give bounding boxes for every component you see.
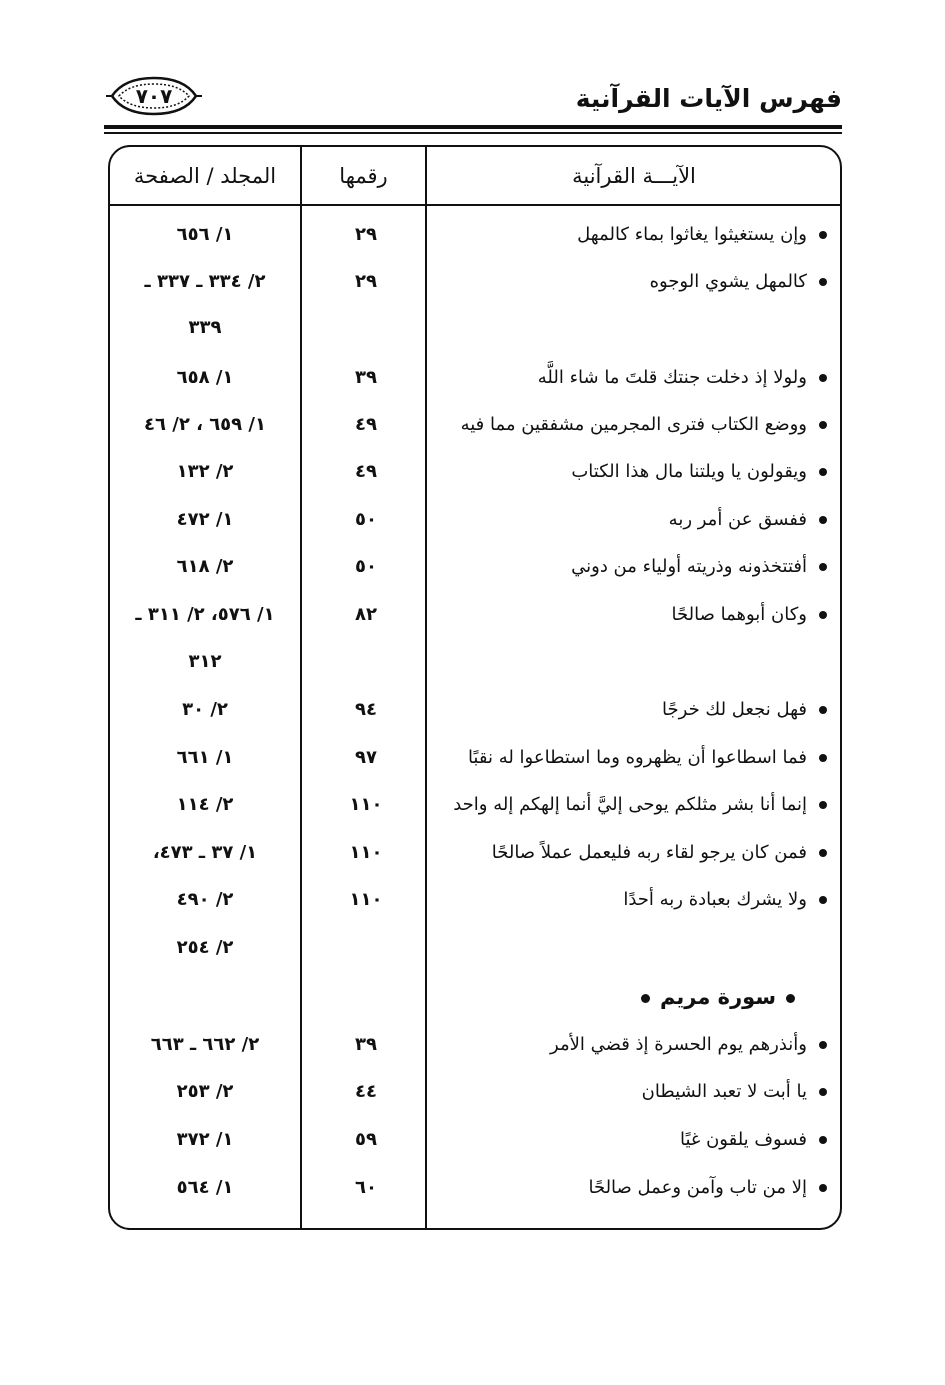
ref-cell: ١/ ٥٦٤: [176, 1177, 234, 1198]
verse-cell: وأنذرهم يوم الحسرة إذ قضي الأمر: [457, 1025, 827, 1065]
bullet-icon: [819, 801, 827, 809]
column-divider: [425, 145, 427, 1230]
column-header-volume-page: المجلد / الصفحة: [133, 164, 277, 188]
page-number: ٧٠٧: [135, 84, 173, 108]
number-cell: ٣٩: [355, 367, 377, 388]
number-cell: ٤٤: [355, 1081, 377, 1102]
ref-cell: ٢/ ٣٣٤ ـ ٣٣٧ ـ: [144, 271, 266, 292]
bullet-icon: [819, 421, 827, 429]
ref-cell: ٢/ ٣٠: [182, 699, 228, 720]
header-rule-thick: [104, 125, 842, 129]
bullet-icon: [819, 1088, 827, 1096]
verse-cell: ففسق عن أمر ربه: [457, 500, 827, 540]
number-cell: ٣٩: [355, 1034, 377, 1055]
bullet-icon: [819, 231, 827, 239]
number-cell: ٤٩: [355, 461, 377, 482]
verse-cell: كالمهل يشوي الوجوه: [457, 262, 827, 302]
number-cell: ٩٧: [355, 747, 377, 768]
bullet-icon: [819, 754, 827, 762]
ref-cell: ١/ ٣٧ ـ ٤٧٣،: [152, 842, 258, 863]
bullet-icon: [819, 706, 827, 714]
bullet-icon: [819, 611, 827, 619]
number-cell: ٦٠: [355, 1177, 377, 1198]
bullet-icon: [819, 1184, 827, 1192]
header-rule-thin: [104, 132, 842, 134]
number-cell: ٥٠: [355, 509, 377, 530]
verse-cell: فهل نجعل لك خرجًا: [457, 690, 827, 730]
number-cell: ٥٠: [355, 556, 377, 577]
verse-cell: فمن كان يرجو لقاء ربه فليعمل عملاً صالحًا: [457, 833, 827, 873]
bullet-icon: [819, 278, 827, 286]
verse-cell: أفتتخذونه وذريته أولياء من دوني: [457, 547, 827, 587]
ref-cell: ٢/ ٤٩٠: [176, 889, 234, 910]
verse-cell: ووضع الكتاب فترى المجرمين مشفقين مما فيه: [457, 405, 827, 445]
number-cell: ٥٩: [355, 1129, 377, 1150]
ref-cell: ٣١٢: [188, 651, 222, 672]
ref-cell: ١/ ٤٧٢: [176, 509, 234, 530]
ref-cell: ١/ ٦٦١: [176, 747, 234, 768]
column-header-verse: الآيـــة القرآنية: [572, 164, 696, 188]
verse-cell: وإن يستغيثوا يغاثوا بماء كالمهل: [457, 215, 827, 255]
header-divider: [108, 204, 842, 206]
ref-cell: ١/ ٦٥٨: [176, 367, 234, 388]
ref-cell: ١/ ٦٥٦: [176, 224, 234, 245]
bullet-icon: [819, 896, 827, 904]
ref-cell: ٢/ ٦١٨: [176, 556, 234, 577]
bullet-icon: [819, 468, 827, 476]
page-title: فهرس الآيات القرآنية: [575, 84, 842, 113]
verse-cell: يا أبت لا تعبد الشيطان: [457, 1072, 827, 1112]
column-divider: [300, 145, 302, 1230]
verse-cell: ولا يشرك بعبادة ربه أحدًا: [457, 880, 827, 920]
page-header: [100, 72, 842, 132]
bullet-icon: [819, 374, 827, 382]
verse-cell: إلا من تاب وآمن وعمل صالحًا: [457, 1168, 827, 1208]
number-cell: ١١٠: [349, 889, 383, 910]
bullet-icon: [786, 994, 795, 1003]
surah-heading: سورة مريم: [565, 977, 805, 1017]
page-number-badge: [104, 76, 204, 116]
verse-cell: فسوف يلقون غيًا: [457, 1120, 827, 1160]
ref-cell: ٢/ ٢٥٣: [176, 1081, 234, 1102]
number-cell: ٢٩: [355, 224, 377, 245]
bullet-icon: [819, 849, 827, 857]
ref-cell: ٢/ ١٣٢: [176, 461, 234, 482]
number-cell: ٤٩: [355, 414, 377, 435]
number-cell: ٩٤: [355, 699, 377, 720]
verse-cell: ولولا إذ دخلت جنتك قلتَ ما شاء اللَّه: [457, 358, 827, 398]
column-header-number: رقمها: [339, 164, 388, 188]
verse-cell: وكان أبوهما صالحًا: [457, 595, 827, 635]
ref-cell: ٢/ ٢٥٤: [176, 937, 234, 958]
bullet-icon: [819, 516, 827, 524]
bullet-icon: [819, 1136, 827, 1144]
number-cell: ٨٢: [355, 604, 377, 625]
bullet-icon: [819, 563, 827, 571]
number-cell: ١١٠: [349, 794, 383, 815]
ref-cell: ١/ ٦٥٩ ، ٢/ ٤٦: [143, 414, 266, 435]
verse-cell: إنما أنا بشر مثلكم يوحى إليَّ أنما إلهكم إله واحد: [457, 785, 827, 825]
bullet-icon: [641, 994, 650, 1003]
verse-cell: فما اسطاعوا أن يظهروه وما استطاعوا له نقبًا: [457, 738, 827, 778]
number-cell: ١١٠: [349, 842, 383, 863]
ref-cell: ٢/ ١١٤: [176, 794, 234, 815]
ref-cell: ٣٣٩: [188, 317, 222, 338]
ref-cell: ٢/ ٦٦٢ ـ ٦٦٣: [150, 1034, 260, 1055]
number-cell: ٢٩: [355, 271, 377, 292]
verse-cell: ويقولون يا ويلتنا مال هذا الكتاب: [457, 452, 827, 492]
ref-cell: ١/ ٣٧٢: [176, 1129, 234, 1150]
bullet-icon: [819, 1041, 827, 1049]
ref-cell: ١/ ٥٧٦، ٢/ ٣١١ ـ: [135, 604, 275, 625]
